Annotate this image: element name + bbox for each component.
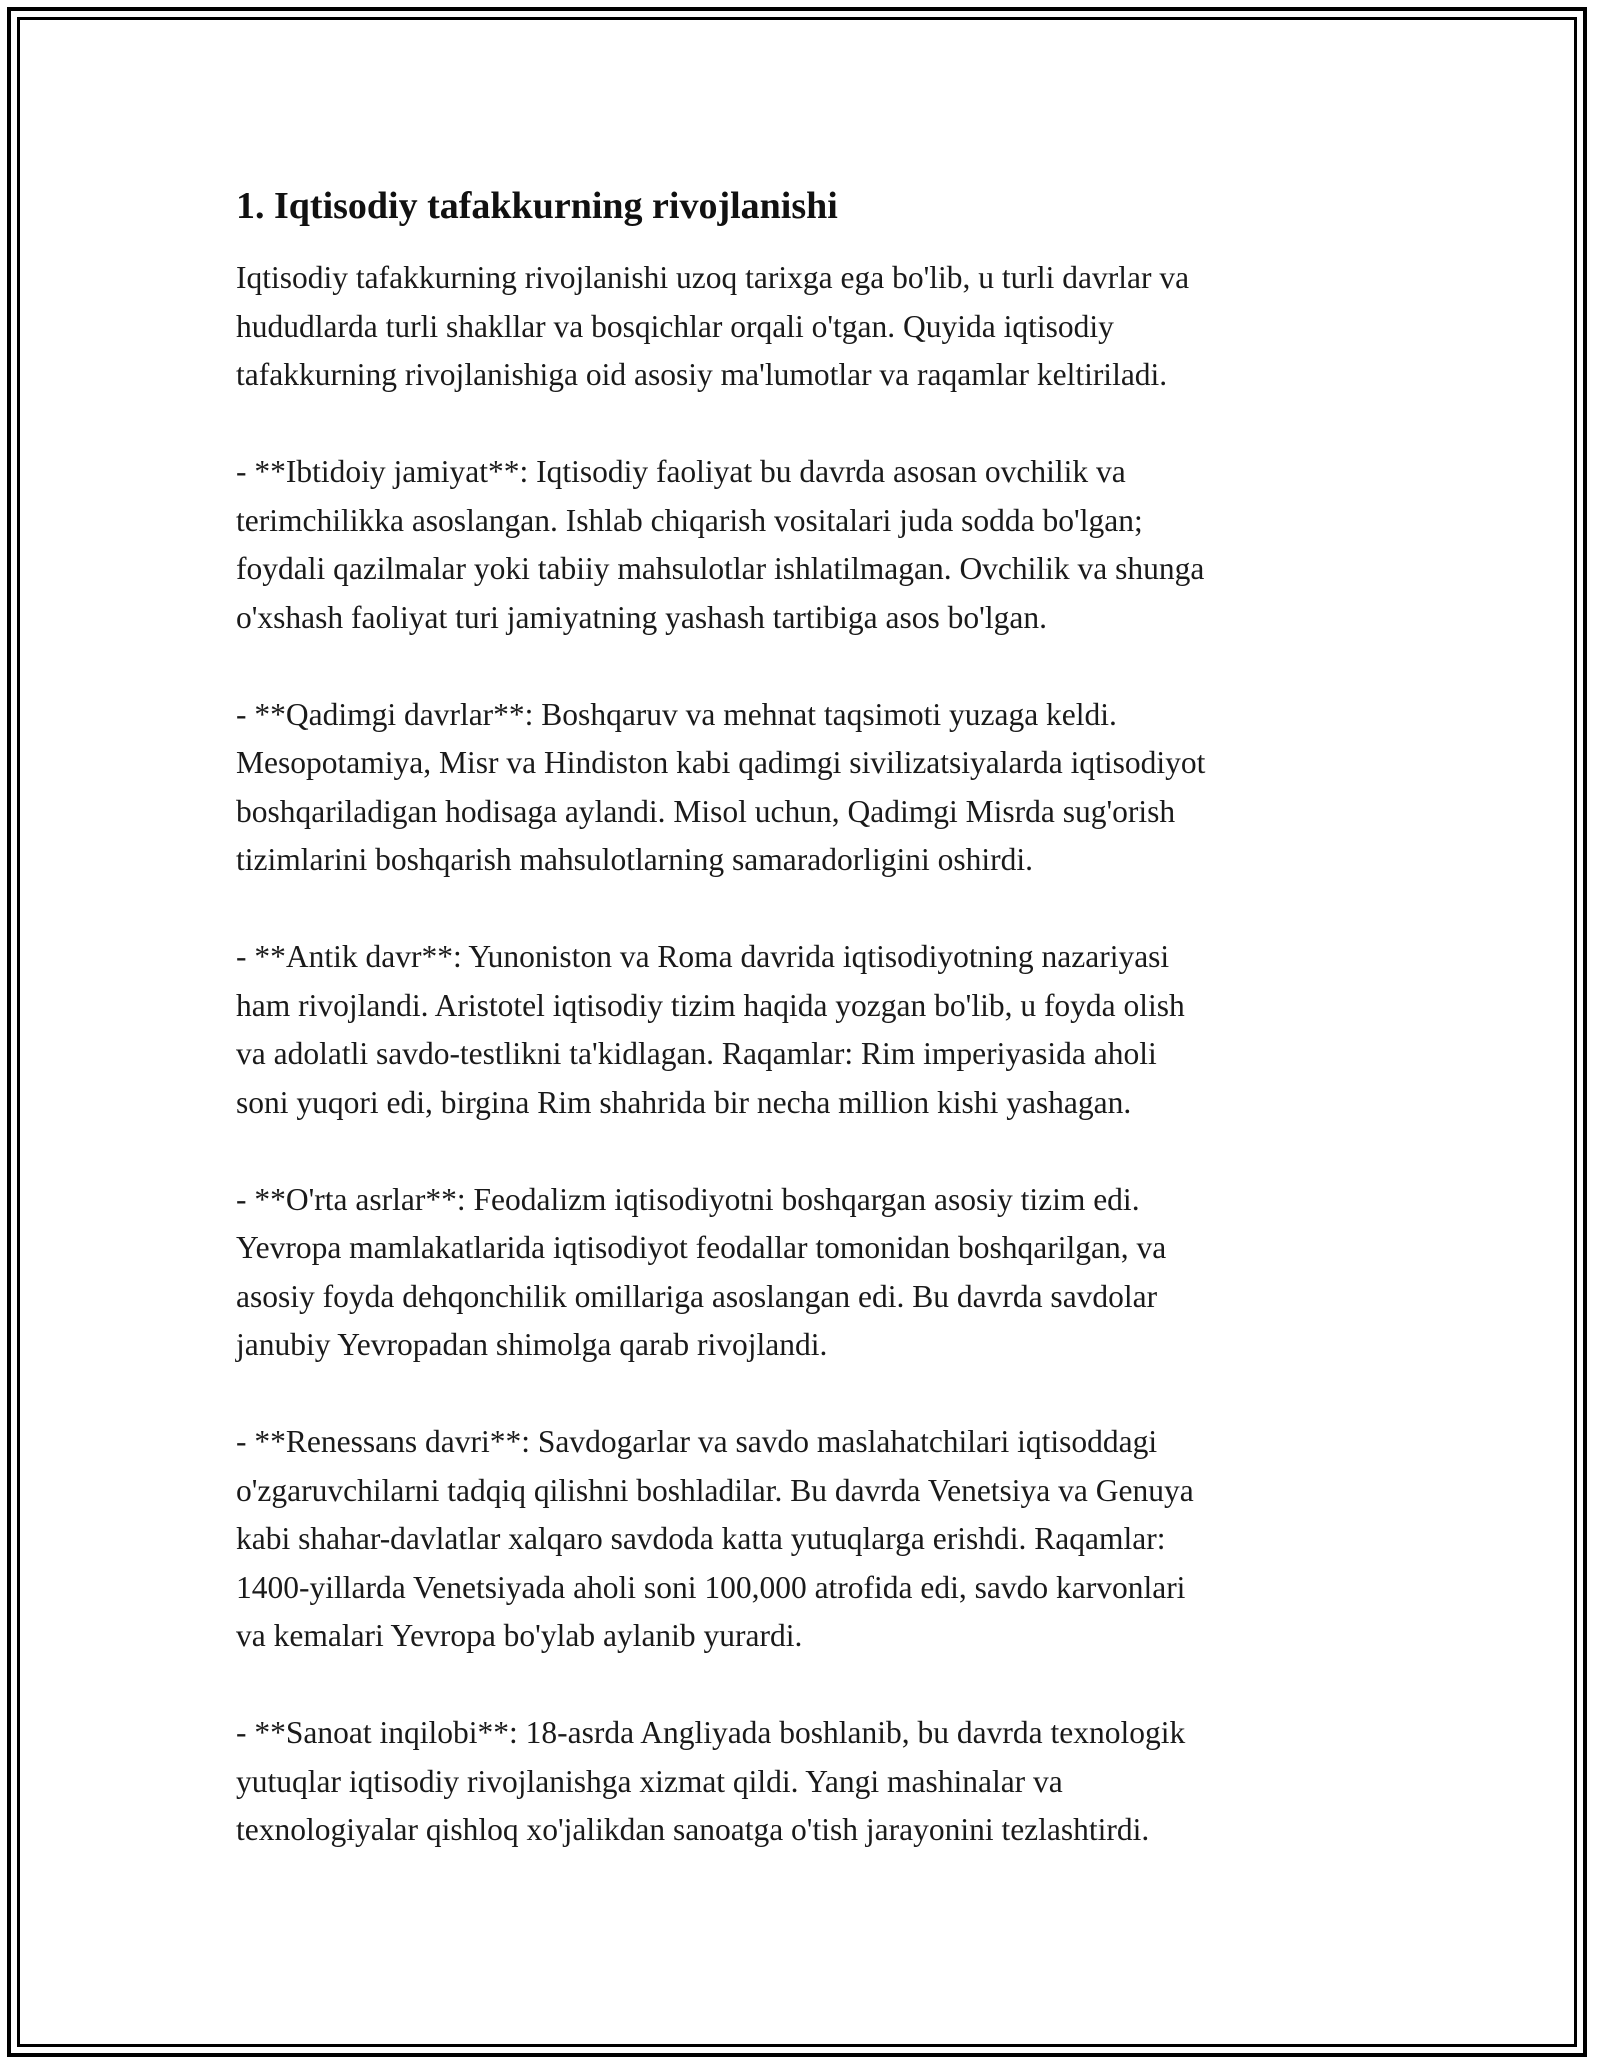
section-ibtidoiy-jamiyat: - **Ibtidoiy jamiyat**: Iqtisodiy faoliyat bu davrda asosan ovchilik va terimchilikka asoslangan. Ishlab chiqarish vositalari juda sodda bo'lgan; foydali qazilmalar yoki tabiiy mahsulotlar ishlatilmagan. Ovchilik va shunga o'xshash faoliyat turi jamiyatning yashash tartibiga asos bo'lgan. bbox=[236, 454, 1205, 635]
section-renessans-davri: - **Renessans davri**: Savdogarlar va savdo maslahatchilari iqtisoddagi o'zgaruvchilarni tadqiq qilishni boshladilar. Bu davrda Venetsiya va Genuya kabi shahar-davlatlar xalqaro savdoda katta yutuqlarga erishdi. Raqamlar: 1400-yillarda Venetsiyada aholi soni 100,000 atrofida edi, savdo karvonlari va kemalari Yevropa bo'ylab aylanib yurardi. bbox=[236, 1424, 1194, 1653]
section-antik-davr: - **Antik davr**: Yunoniston va Roma davrida iqtisodiyotning nazariyasi ham rivojlandi. Aristotel iqtisodiy tizim haqida yozgan bo'lib, u foyda olish va adolatli savdo-testlikni ta'kidlagan. Raqamlar: Rim imperiyasida aholi soni yuqori edi, birgina Rim shahrida bir necha million kishi yashagan. bbox=[236, 939, 1185, 1120]
intro-paragraph: Iqtisodiy tafakkurning rivojlanishi uzoq tarixga ega bo'lib, u turli davrlar va hududlarda turli shakllar va bosqichlar orqali o'tgan. Quyida iqtisodiy tafakkurning rivojlanishiga oid asosiy ma'lumotlar va raqamlar keltiriladi. bbox=[236, 260, 1190, 392]
section-orta-asrlar: - **O'rta asrlar**: Feodalizm iqtisodiyotni boshqargan asosiy tizim edi. Yevropa mamlakatlarida iqtisodiyot feodallar tomonidan boshqarilgan, va asosiy foyda dehqonchilik omillariga asoslangan edi. Bu davrda savdolar janubiy Yevropadan shimolga qarab rivojlandi. bbox=[236, 1181, 1167, 1362]
section-sanoat-inqilobi: - **Sanoat inqilobi**: 18-asrda Angliyada boshlanib, bu davrda texnologik yutuqlar iqtisodiy rivojlanishga xizmat qildi. Yangi mashinalar va texnologiyalar qishloq xo'jalikdan sanoatga o'tish jarayonini tezlashtirdi. bbox=[236, 1715, 1186, 1847]
document-body bbox=[236, 184, 1386, 1855]
document-title: 1. Iqtisodiy tafakkurning rivojlanishi bbox=[236, 185, 838, 227]
section-qadimgi-davrlar: - **Qadimgi davrlar**: Boshqaruv va mehnat taqsimoti yuzaga keldi. Mesopotamiya, Misr va Hindiston kabi qadimgi sivilizatsiyalarda iqtisodiyot boshqariladigan hodisaga aylandi. Misol uchun, Qadimgi Misrda sug'orish tizimlarini boshqarish mahsulotlarning samaradorligini oshirdi. bbox=[236, 696, 1206, 877]
